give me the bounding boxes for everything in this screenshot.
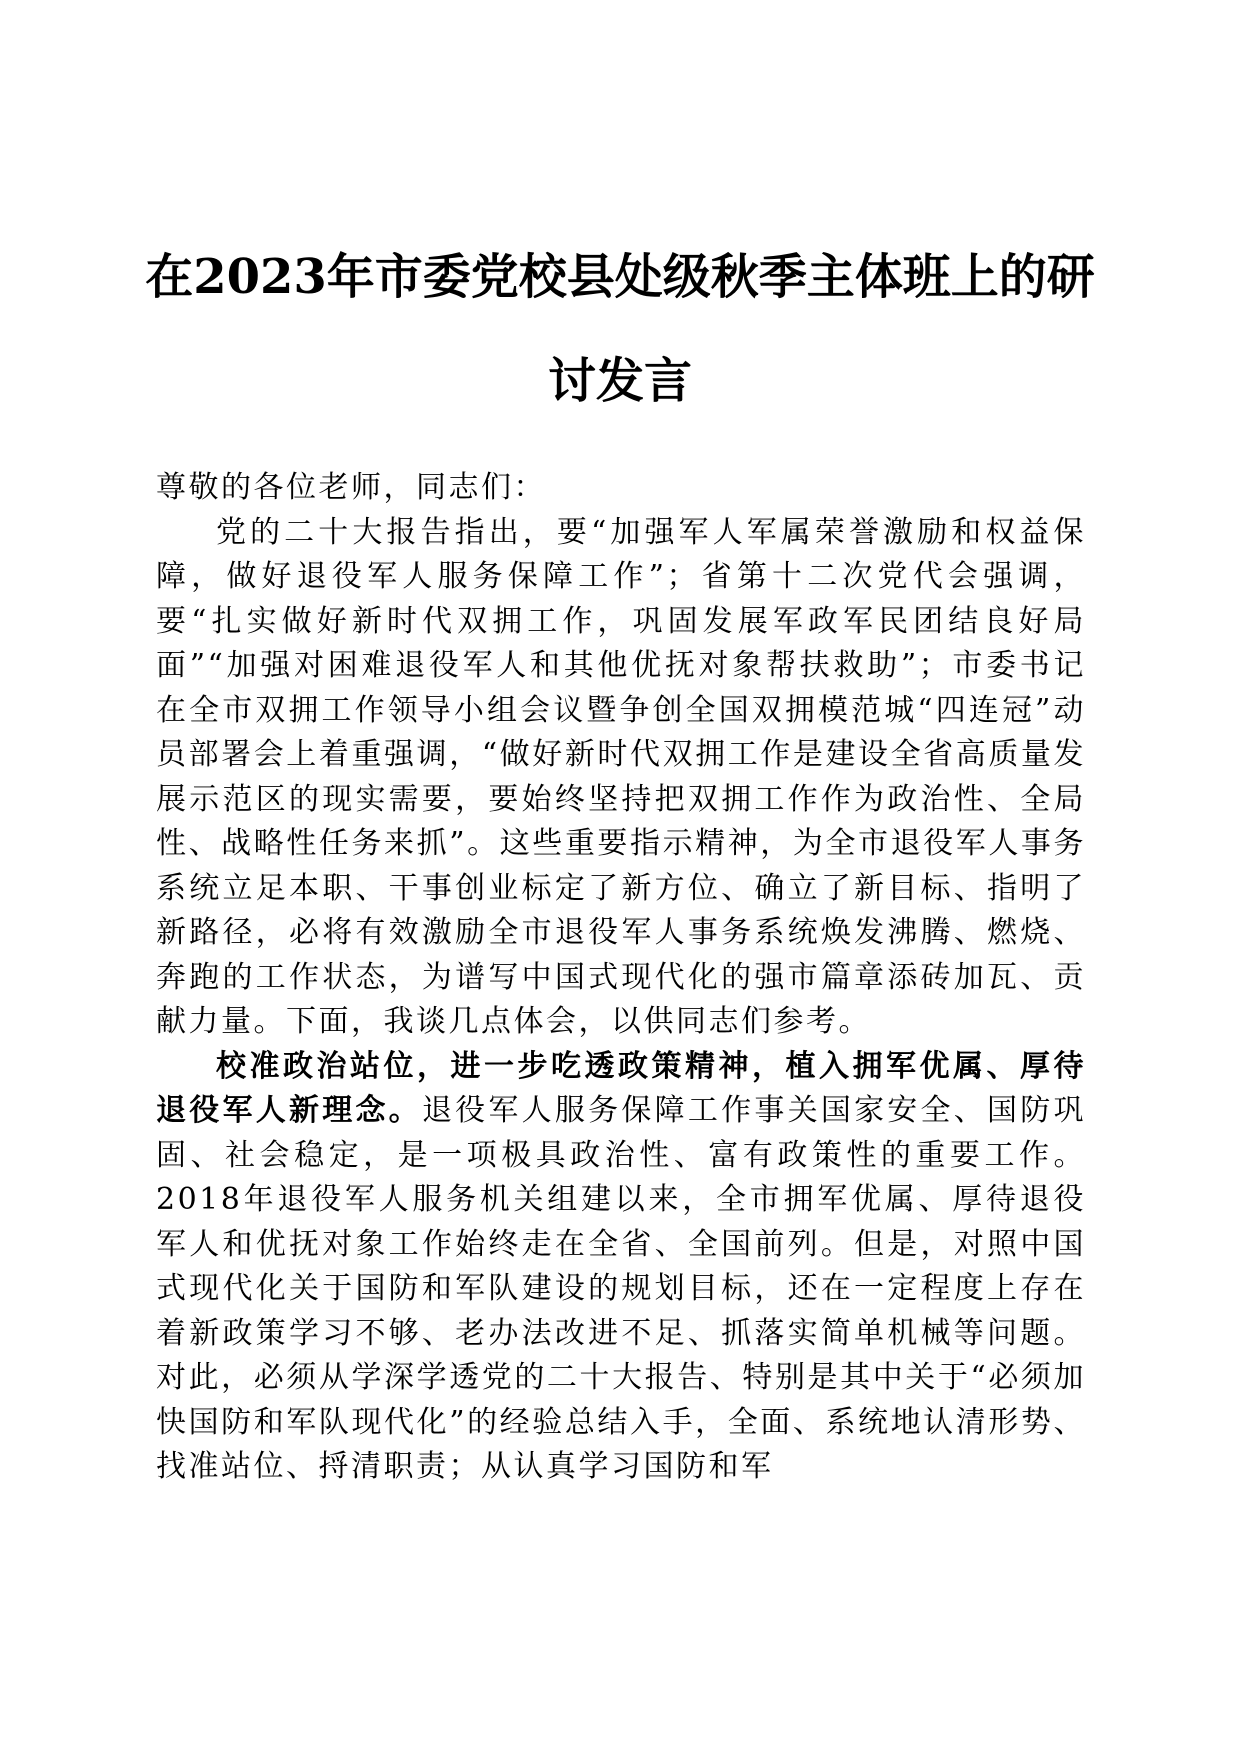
document-title bbox=[120, 225, 1120, 433]
paragraph-2-body: 退役军人服务保障工作事关国家安全、国防巩固、社会稳定，是一项极具政治性、富有政策性的重要工作。2018年退役军人服务机关组建以来，全市拥军优属、厚待退役军人和优抚对象工作始终走在全省、全国前列。但是，对照中国式现代化关于国防和军队建设的规划目标，还在一定程度上存在着新政策学习不够、老办法改进不足、抓落实简单机械等问题。对此，必须从学深学透党的二十大报告、特别是其中关于“必须加快国防和军队现代化”的经验总结入手，全面、系统地认清形势、找准站位、捋清职责；从认真学习国防和军 bbox=[156, 1093, 1087, 1484]
paragraph-2-heading: 校准政治站位，进一步吃透政策精神，植入拥军优属、厚待退役军人新理念。 bbox=[156, 1048, 1086, 1128]
title-line-1: 在2023年市委党校县处级秋季主体班上的研 bbox=[145, 249, 1095, 305]
title-line-2: 讨发言 bbox=[547, 353, 692, 409]
paragraph-1: 党的二十大报告指出，要“加强军人军属荣誉激励和权益保障，做好退役军人服务保障工作”；省第十二次党代会强调，要“扎实做好新时代双拥工作，巩固发展军政军民团结良好局面”“加强对困难退役军人和其他优抚对象帮扶救助”；市委书记在全市双拥工作领导小组会议暨争创全国双拥模范城“四连冠”动员部署会上着重强调，“做好新时代双拥工作是建设全省高质量发展示范区的现实需要，要始终坚持把双拥工作作为政治性、全局性、战略性任务来抓”。这些重要指示精神，为全市退役军人事务系统立足本职、干事创业标定了新方位、确立了新目标、指明了新路径，必将有效激励全市退役军人事务系统焕发沸腾、燃烧、奔跑的工作状态，为谱写中国式现代化的强市篇章添砖加瓦、贡献力量。下面，我谈几点体会，以供同志们参考。 bbox=[156, 514, 1086, 1039]
paragraph-2 bbox=[156, 1045, 1086, 1490]
document-body bbox=[156, 466, 1086, 1490]
salutation: 尊敬的各位老师，同志们： bbox=[156, 470, 546, 505]
